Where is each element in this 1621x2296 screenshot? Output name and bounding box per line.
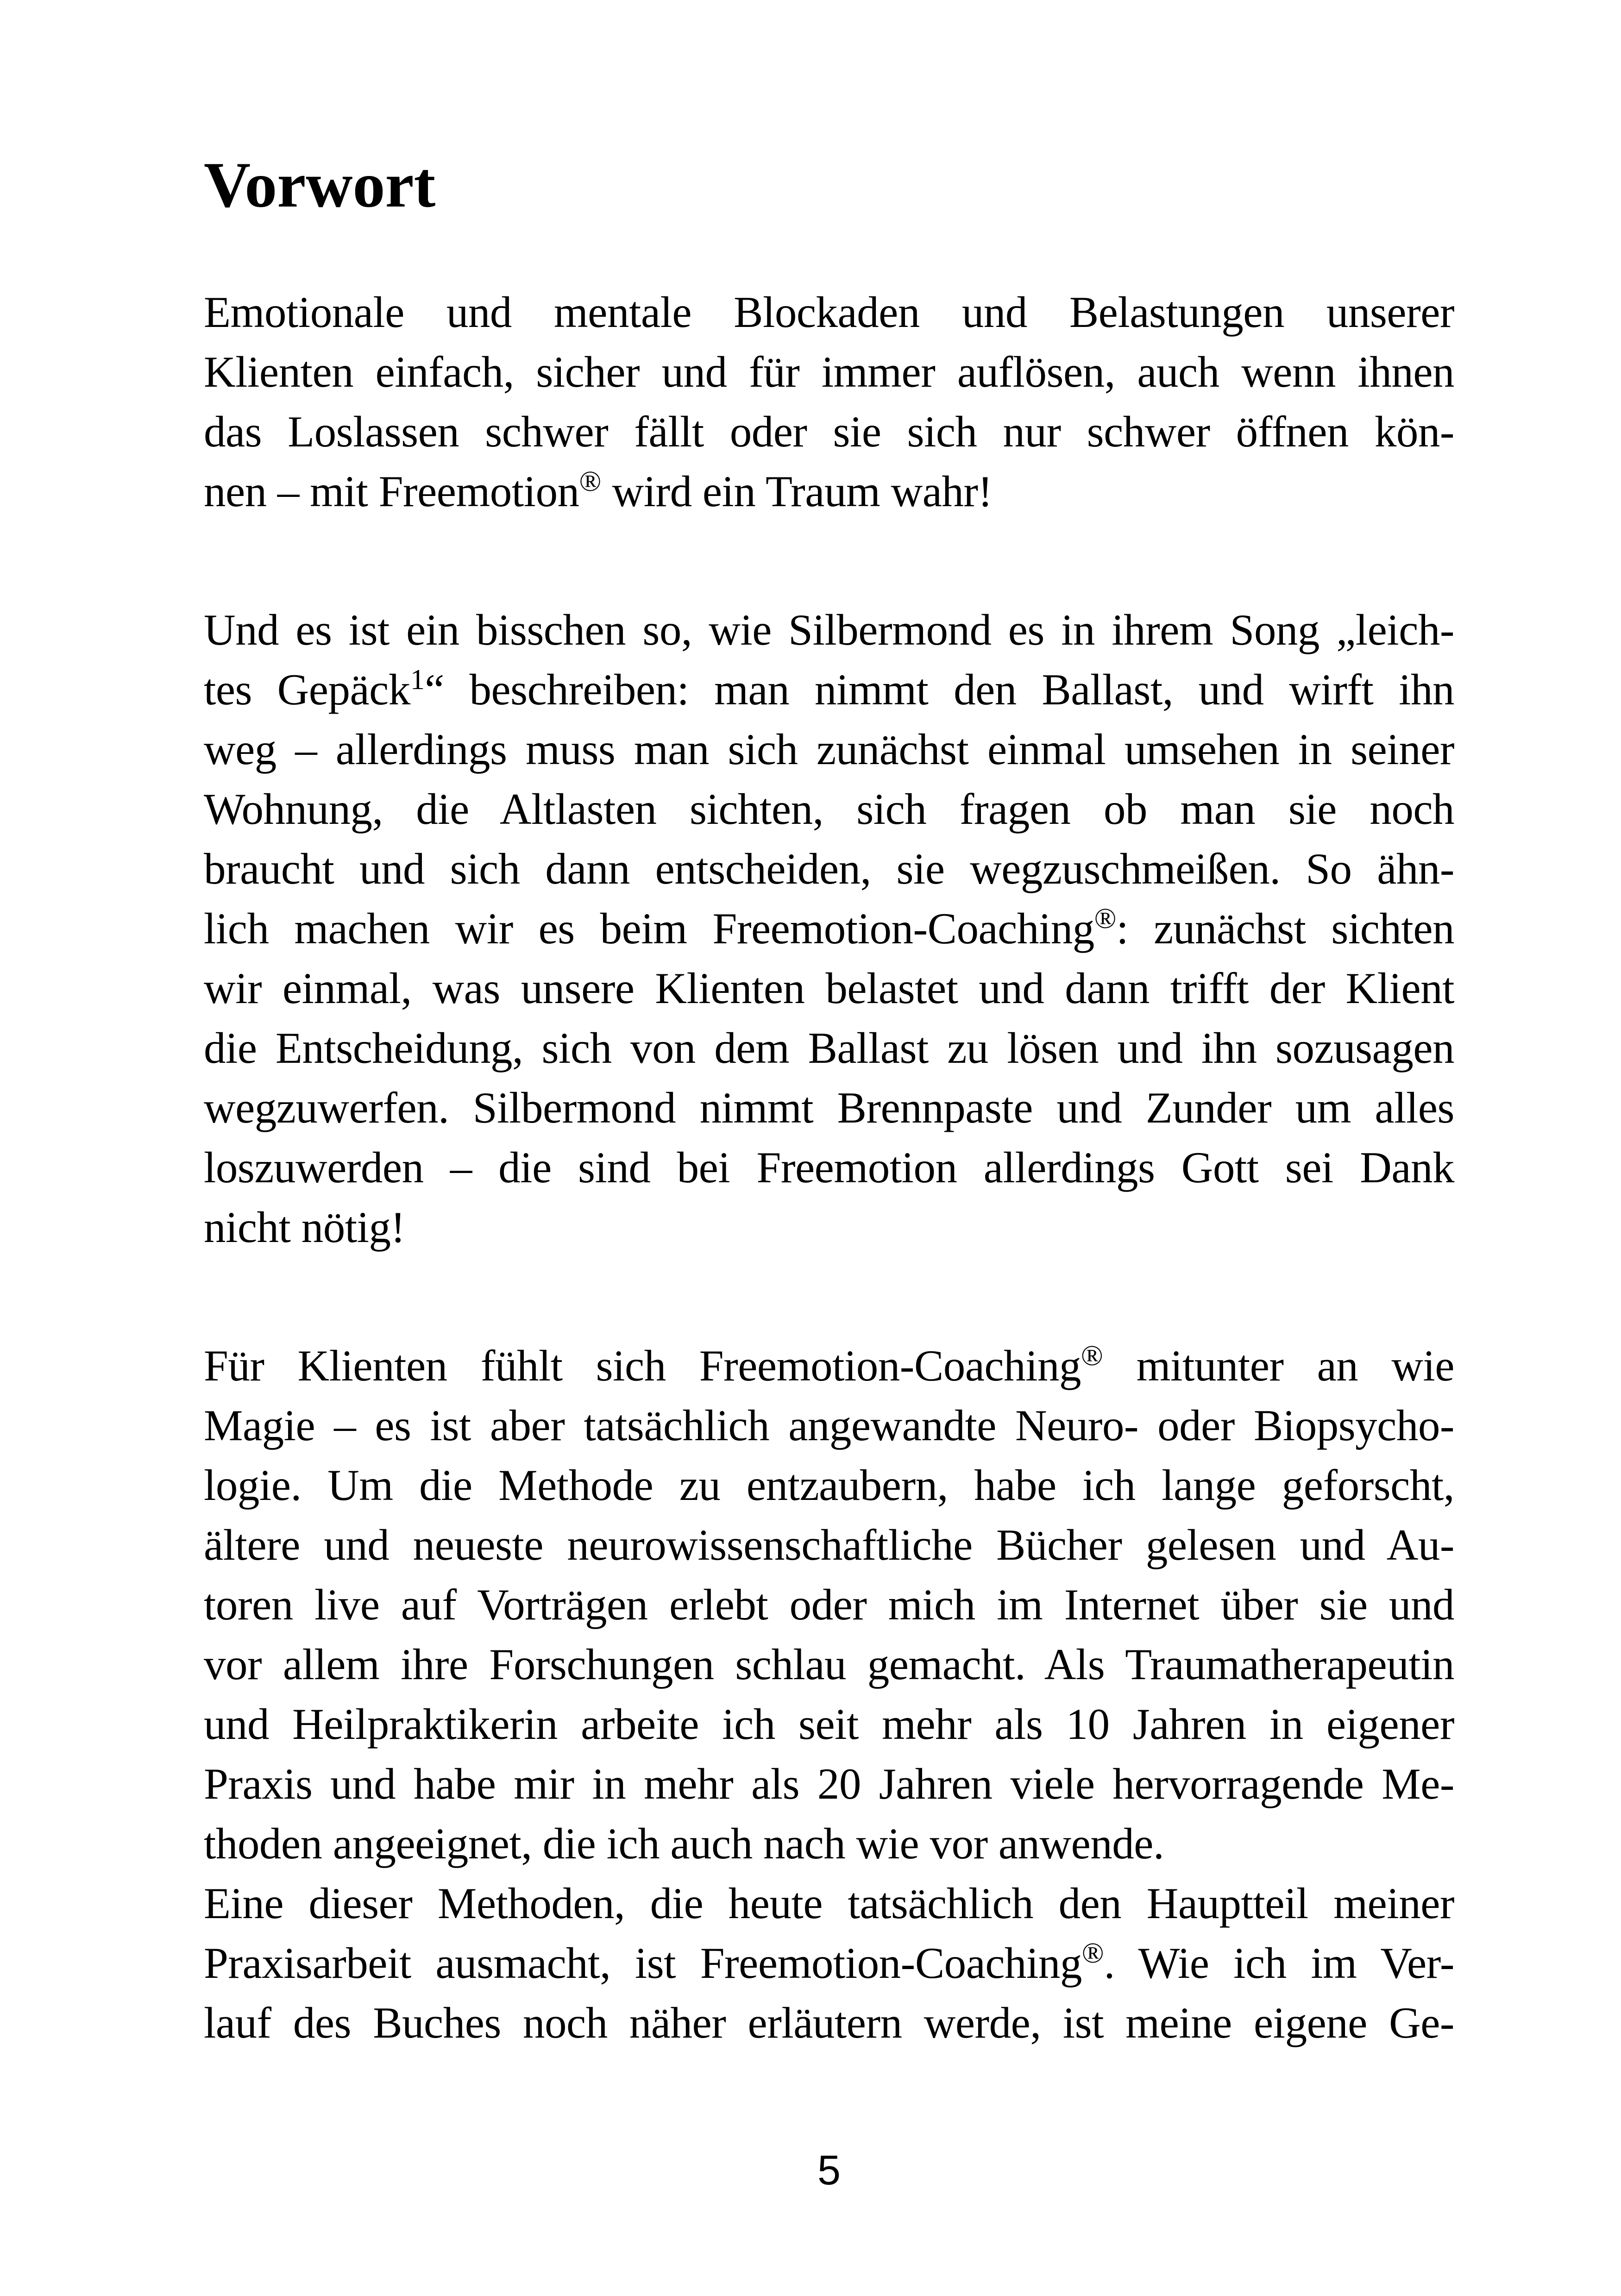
text-line: die Entscheidung, sich von dem Ballast zu lösen und ihn sozusagen xyxy=(204,1023,1454,1073)
body-text xyxy=(204,282,1454,2053)
registered-mark: ® xyxy=(1081,1937,1104,1970)
registered-mark: ® xyxy=(1081,1339,1103,1372)
text-line: weg – allerdings muss man sich zunächst einmal umsehen in seiner xyxy=(204,725,1454,774)
registered-mark: ® xyxy=(579,465,602,498)
text-line: das Loslassen schwer fällt oder sie sich nur schwer öffnen kön- xyxy=(204,407,1454,456)
text-line: ältere und neueste neurowissenschaftliche Bücher gelesen und Au- xyxy=(204,1520,1454,1569)
text-line: tes Gepäck$^1$“ beschreiben: man nimmt den Ballast, und wirft ihn xyxy=(204,663,1454,714)
text-line: Magie – es ist aber tatsächlich angewandte Neuro- oder Biopsycho- xyxy=(204,1401,1454,1450)
text-line: Eine dieser Methoden, die heute tatsächlich den Hauptteil meiner xyxy=(204,1879,1454,1928)
text-line: loszuwerden – die sind bei Freemotion allerdings Gott sei Dank xyxy=(204,1143,1454,1192)
text-line: thoden angeeignet, die ich auch nach wie vor anwende. xyxy=(204,1819,1164,1868)
text-line: Für Klienten fühlt sich Freemotion-Coaching® mitunter an wie xyxy=(204,1339,1454,1390)
text-line: Wohnung, die Altlasten sichten, sich fragen ob man sie noch xyxy=(204,784,1454,834)
text-line: Klienten einfach, sicher und für immer auflösen, auch wenn ihnen xyxy=(204,347,1454,396)
text-line: nen – mit Freemotion® wird ein Traum wahr! xyxy=(204,465,993,516)
text-line: Und es ist ein bisschen so, wie Silbermond es in ihrem Song „leich- xyxy=(204,605,1454,654)
text-line: wir einmal, was unsere Klienten belastet und dann trifft der Klient xyxy=(204,964,1454,1013)
text-line: toren live auf Vorträgen erlebt oder mich im Internet über sie und xyxy=(204,1580,1454,1629)
page-title: Vorwort xyxy=(204,149,436,221)
registered-mark: ® xyxy=(1094,902,1117,935)
text-line: lauf des Buches noch näher erläutern werde, ist meine eigene Ge- xyxy=(204,1998,1454,2047)
page-number: 5 xyxy=(817,2147,841,2194)
paragraph xyxy=(204,600,1454,1257)
text-line: lich machen wir es beim Freemotion-Coaching®: zunächst sichten xyxy=(204,902,1454,953)
text-line: und Heilpraktikerin arbeite ich seit mehr als 10 Jahren in eigener xyxy=(204,1700,1454,1749)
text-line: vor allem ihre Forschungen schlau gemacht. Als Traumatherapeutin xyxy=(204,1640,1454,1689)
paragraph xyxy=(204,282,1454,521)
text-block xyxy=(204,0,1454,2053)
text-line: wegzuwerfen. Silbermond nimmt Brennpaste und Zunder um alles xyxy=(204,1083,1454,1132)
text-line: logie. Um die Methode zu entzaubern, habe ich lange geforscht, xyxy=(204,1461,1454,1510)
text-line: Praxisarbeit ausmacht, ist Freemotion-Coaching®. Wie ich im Ver- xyxy=(204,1937,1455,1988)
text-line: nicht nötig! xyxy=(204,1203,405,1252)
paragraph xyxy=(204,1336,1454,2053)
footnote-ref-1: 1 xyxy=(410,663,425,696)
text-line: braucht und sich dann entscheiden, sie wegzuschmeißen. So ähn- xyxy=(204,844,1454,893)
text-line: Praxis und habe mir in mehr als 20 Jahren viele hervorragende Me- xyxy=(204,1759,1454,1808)
text-line: Emotionale und mentale Blockaden und Belastungen unserer xyxy=(204,288,1454,337)
